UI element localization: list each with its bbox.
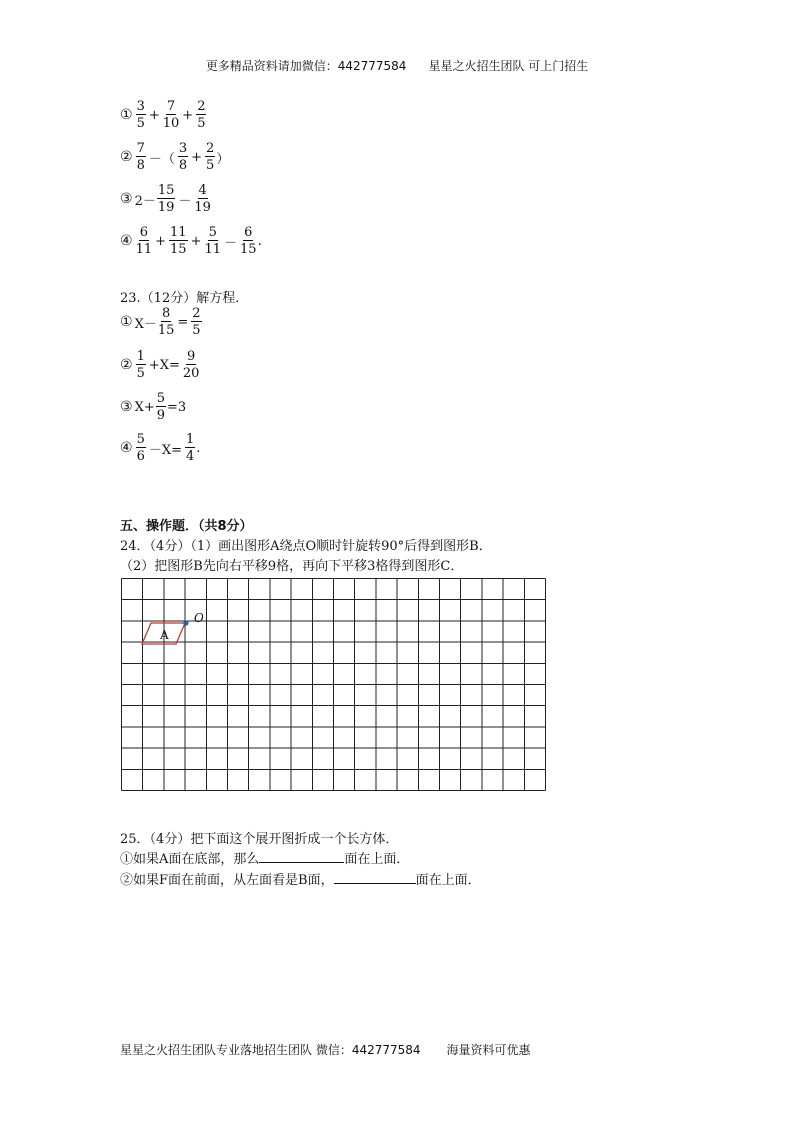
footer-right: 海量资料可优惠 <box>446 1043 531 1057</box>
q22-item-1 <box>120 100 207 130</box>
item-number: ① <box>120 314 133 330</box>
fraction: $\frac{2}{5}$ <box>197 99 206 131</box>
q23-item-3 <box>120 392 186 422</box>
answer-blank-1[interactable] <box>259 850 344 863</box>
q25-line-2 <box>120 869 481 888</box>
header-right: 星星之火招生团队 可上门招生 <box>428 59 589 73</box>
q25-title: 25．（4分）把下面这个展开图折成一个长方体． <box>120 832 399 847</box>
q23-title: 23.（12分）解方程． <box>120 291 249 306</box>
fraction: $\frac{6}{11}$ <box>135 225 153 257</box>
fraction: $\frac{4}{19}$ <box>194 183 211 215</box>
operator: = <box>177 314 189 330</box>
q22-item-4 <box>120 226 262 256</box>
q25-line2-tail: 面在上面． <box>415 873 481 888</box>
operator: +X= <box>148 357 180 373</box>
fraction: $\frac{11}{15}$ <box>170 225 187 257</box>
fraction: $\frac{1}{4}$ <box>186 432 195 464</box>
fraction: $\frac{5}{11}$ <box>204 225 222 257</box>
footer-left: 星星之火招生团队专业落地招生团队 微信：442777584 <box>120 1043 421 1057</box>
item-number: ① <box>120 107 133 123</box>
q22-item-2 <box>120 142 229 172</box>
q25-line-1 <box>120 848 409 867</box>
q25-line1-text: ①如果A面在底部，那么 <box>120 852 260 867</box>
equals-tail: =3 <box>167 399 187 415</box>
operator: + <box>190 233 202 249</box>
label-o: O <box>194 611 204 625</box>
point-o <box>183 620 188 625</box>
page-footer <box>120 1041 531 1058</box>
q25-line1-tail: 面在上面． <box>344 852 410 867</box>
q23-item-4 <box>120 433 200 463</box>
paren-close: ） <box>216 151 230 167</box>
fraction: $\frac{9}{20}$ <box>182 349 200 381</box>
fraction: $\frac{3}{8}$ <box>178 141 188 173</box>
operator: －（ <box>148 151 175 167</box>
q23-item-1 <box>120 307 203 337</box>
period: . <box>196 440 201 456</box>
fraction: $\frac{2}{5}$ <box>206 141 215 173</box>
fraction: $\frac{1}{5}$ <box>136 349 145 381</box>
fraction: $\frac{8}{15}$ <box>157 306 175 338</box>
fraction: $\frac{2}{5}$ <box>192 306 201 338</box>
header-left: 更多精品资料请加微信：442777584 <box>205 59 407 73</box>
fraction: $\frac{7}{8}$ <box>136 141 145 173</box>
fraction: $\frac{7}{10}$ <box>162 99 180 131</box>
label-a: A <box>160 628 169 642</box>
q24-line-2: （2）把图形B先向右平移9格，再向下平移3格得到图形C． <box>120 559 464 574</box>
item-number: ③ <box>120 399 133 415</box>
grid-lines <box>122 579 546 791</box>
section-title: 五、操作题．（共8分） <box>120 519 253 534</box>
period: . <box>257 233 262 249</box>
item-number: ④ <box>120 233 133 249</box>
item-number: ④ <box>120 440 133 456</box>
fraction: $\frac{5}{9}$ <box>156 391 165 423</box>
operator: + <box>182 107 194 123</box>
operator: －X= <box>148 442 182 458</box>
operator: + <box>148 107 160 123</box>
page-header <box>0 57 794 74</box>
lead-text: 2－ <box>134 193 156 209</box>
grid-figure <box>121 578 547 802</box>
lead-text: X+ <box>134 399 155 415</box>
operator: － <box>224 235 238 251</box>
operator: + <box>155 233 167 249</box>
q22-item-3 <box>120 184 212 214</box>
fraction: $\frac{15}{19}$ <box>157 183 175 215</box>
item-number: ② <box>120 149 133 165</box>
item-number: ② <box>120 357 133 373</box>
answer-blank-2[interactable] <box>334 871 416 884</box>
operator: + <box>191 149 203 165</box>
q24-line-1: 24．（4分）（1）画出图形A绕点O顺时针旋转90°后得到图形B． <box>120 539 492 554</box>
lead-text: X－ <box>134 316 157 332</box>
q25-line2-text: ②如果F面在前面，从左面看是B面， <box>120 873 334 888</box>
operator: － <box>178 193 192 209</box>
q23-item-2 <box>120 350 200 380</box>
fraction: $\frac{5}{6}$ <box>136 432 145 464</box>
fraction: $\frac{3}{5}$ <box>136 99 145 131</box>
item-number: ③ <box>120 191 133 207</box>
fraction: $\frac{6}{15}$ <box>240 225 257 257</box>
